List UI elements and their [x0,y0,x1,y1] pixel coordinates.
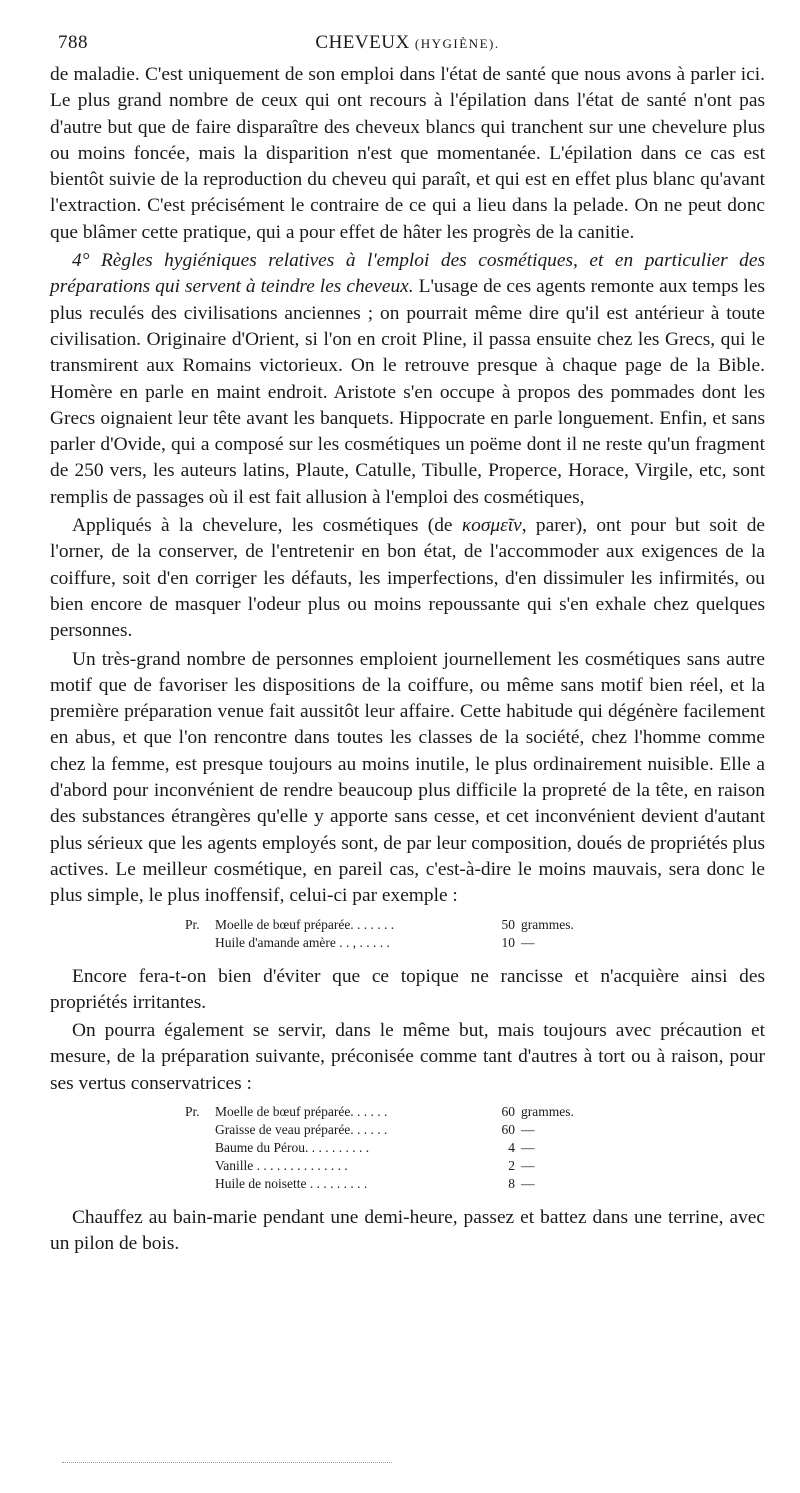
recipe-prefix [185,1139,215,1157]
ingredient-unit: — [521,1139,535,1155]
ingredient-name: Vanille . . . . . . . . . . . . . . [215,1157,348,1173]
ingredient-unit: — [521,1175,535,1191]
paragraph-epilation: de maladie. C'est uniquement de son emploi dans l'état de santé que nous avons à parler ici. Le plus grand nombre de ceux qui ont recours à l'épilation dans l'état de santé n'ont pas d'autre but que de faire disparaître des cheveux blancs qui tranchent sur une chevelure plus ou moins foncée, mais la disparition n'est que momentanée. L'épilation dans ce cas est bientôt suivie de la reproduction du cheveu qui paraît, et qui est en effet plus blanc qu'avant l'extraction. C'est précisément le contraire de ce qui a lieu dans la pelade. On ne peut donc que blâmer cette pratique, qui a pour effet de hâter les progrès de la canitie. [50,64,765,243]
recipe-prefix [185,1175,215,1193]
greek-word: κοσμεῖν [461,515,522,537]
recipe-row [185,1157,605,1175]
ingredient-quantity: 2 [508,1157,515,1173]
paragraph-instructions: Chauffez au bain-marie pendant une demi-heure, passez et battez dans une terrine, avec un pilon de bois. [50,1206,765,1255]
paragraph-purpose-text-2: , parer), ont pour but soit de l'orner, de la conserver, de l'entretenir en bon état, de l'accommoder aux exigences de la coiffure, soit d'en corriger les défauts, les imperfections, d'en dissimuler les infirmités, ou bien encore de masquer l'odeur plus ou moins repoussante qui s'en exhale chez quelques personnes. [50,515,765,642]
ingredient-name: Moelle de bœuf préparée. . . . . . [215,1103,388,1119]
ingredient-unit: — [521,1121,535,1137]
recipe-2 [185,1103,605,1193]
ingredient-quantity: 8 [508,1175,515,1191]
ingredient-quantity: 50 [501,916,515,932]
running-title-main: CHEVEUX [315,32,410,53]
ingredient-unit: grammes. [521,916,574,932]
section-heading: 4° Règles hygiéniques relatives à l'emploi des cosmétiques, et en particulier des préparations qui servent à teindre les cheveux. [50,250,765,298]
ingredient-unit: grammes. [521,1103,574,1119]
ingredient-name: Graisse de veau préparée. . . . . . [215,1121,388,1137]
ingredient-unit: — [521,934,535,950]
running-title-sub: (HYGIÈNE). [414,36,500,51]
ingredient-quantity: 4 [508,1139,515,1155]
running-header [50,26,765,62]
recipe-row [185,934,605,952]
recipe-prefix [185,1157,215,1175]
ingredient-name: Huile d'amande amère . . , . . . . . [215,934,390,950]
ingredient-name: Baume du Pérou. . . . . . . . . . [215,1139,370,1155]
page [50,26,765,1258]
paragraph-second-preparation: On pourra également se servir, dans le même but, mais toujours avec précaution et mesure, de la préparation suivante, préconisée comme tant d'autres à tort ou à raison, pour ses vertus conservatrices : [50,1020,765,1094]
recipe-prefix [185,934,215,952]
paragraph-cosmetics-history-body: L'usage de ces agents remonte aux temps les plus reculés des civilisations anciennes ; on pourrait même dire qu'il est antérieur à toute civilisation. Originaire d'Orient, si l'on en croit Pline, il passa ensuite chez les Grecs, qui le transmirent aux Romains victorieux. On le retrouve presque à chaque page de la Bible. Homère en parle en maint endroit. Aristote s'en occupe à propos des pommades dont les Grecs oignaient leur tête avant les banquets. Hippocrate en parle longuement. Enfin, et sans parler d'Ovide, qui a composé sur les cosmétiques un poëme dont il ne reste qu'un fragment de 250 vers, les auteurs latins, Plaute, Catulle, Tibulle, Properce, Horace, Virgile, etc, sont remplis de passages où il est fait allusion à l'emploi des cosmétiques, [50,276,765,508]
recipe-row [185,1175,605,1193]
recipe-row [185,1103,605,1121]
paragraph-cosmetics-history [50,248,765,511]
ingredient-name: Huile de noisette . . . . . . . . . [215,1175,368,1191]
recipe-prefix: Pr. [185,1103,200,1119]
bottom-dotted-rule [62,1462,392,1463]
paragraph-purpose-text-1: Appliqués à la chevelure, les cosmétiques (de [72,515,462,537]
ingredient-name: Moelle de bœuf préparée. . . . . . . [215,916,395,932]
ingredient-unit: — [521,1157,535,1173]
recipe-prefix: Pr. [185,916,200,932]
page-number: 788 [58,32,88,53]
recipe-prefix [185,1121,215,1139]
running-title [50,32,765,54]
ingredient-quantity: 10 [501,934,515,950]
recipe-1 [185,916,605,952]
recipe-row [185,1121,605,1139]
paragraph-daily-use: Un très-grand nombre de personnes emploient journellement les cosmétiques sans autre motif que de favoriser les dispositions de la coiffure, ou même sans motif bien réel, et la première préparation venue fait aussitôt leur affaire. Cette habitude qui dégénère facilement en abus, et que l'on rencontre dans toutes les classes de la société, chez l'homme comme chez la femme, est presque toujours au moins inutile, le plus ordinairement nuisible. Elle a d'abord pour inconvénient de rendre beaucoup plus difficile la propreté de la tête, en raison des substances étrangères qu'elle y apporte sans cesse, et cet inconvénient devient d'autant plus sérieux que les agents employés sont, de par leur composition, doués de propriétés plus actives. Le meilleur cosmétique, en pareil cas, c'est-à-dire le moins mauvais, sera donc le plus simple, le plus inoffensif, celui-ci par exemple : [50,648,765,907]
ingredient-quantity: 60 [501,1121,515,1137]
ingredient-quantity: 60 [501,1103,515,1119]
recipe-row [185,1139,605,1157]
paragraph-rancid-warning: Encore fera-t-on bien d'éviter que ce topique ne rancisse et n'acquière ainsi des propriétés irritantes. [50,965,765,1013]
paragraph-cosmetics-purpose [50,513,765,644]
recipe-row [185,916,605,934]
